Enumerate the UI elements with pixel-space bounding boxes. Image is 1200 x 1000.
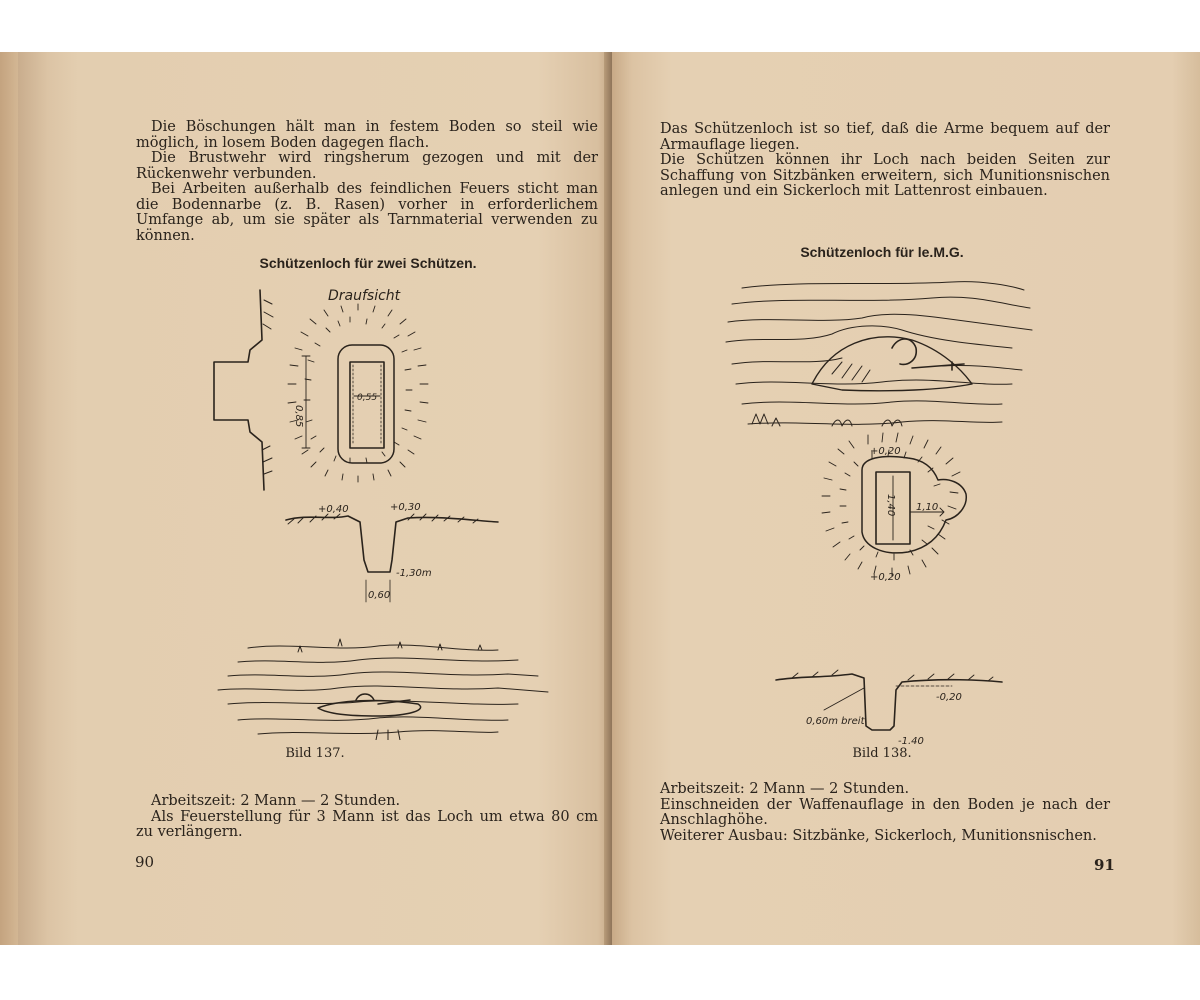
fig137-pit-inner [350,362,384,448]
right-intro-text [660,122,1110,200]
fig138-length-label: 1,40 [885,494,896,517]
left-bottom-paragraph: Als Feuerstellung für 3 Mann ist das Loch um etwa 80 cm zu verlängern. [136,808,598,840]
fig138-plus-bottom: +0,20 [870,572,901,583]
left-paragraph: Bei Arbeiten außerhalb des feindlichen Feuers sticht man die Bodennarbe (z. B. Rasen) vorher in erforderlichem Umfange ab, um sie später als Tarnmaterial verwenden zu können. [136,181,598,244]
fig138-minus-top: -0,20 [936,692,962,703]
fig137-depth: -1,30m [396,568,432,579]
fig137-side-profile [214,290,264,490]
left-page [18,52,612,945]
open-book [0,52,1200,945]
right-bottom-paragraph: Arbeitszeit: 2 Mann — 2 Stunden. [660,781,910,797]
right-figure-caption: Bild 138. [852,746,912,761]
right-page-number: 91 [1094,856,1115,874]
left-figure-caption: Bild 137. [285,746,345,761]
right-paragraph: Die Schützen können ihr Loch nach beiden Seiten zur Schaffung von Sitzbänken erweitern, sich Munitionsnischen anlegen und ein Sickerloch mit Lattenrost einbauen. [660,152,1110,199]
left-intro-text [136,120,598,244]
left-bottom-text [136,794,598,841]
fig138-landscape-sketch [726,282,1032,426]
left-figure-title: Schützenloch für zwei Schützen. [259,255,477,271]
fig138-pit-outline [862,457,966,553]
fig138-depth: -1,40 [898,736,924,744]
right-figure-title: Schützenloch für le.M.G. [800,244,964,260]
right-paragraph: Das Schützenloch ist so tief, daß die Arme bequem auf der Armauflage liegen. [660,121,1110,153]
left-page-number: 90 [135,853,155,871]
fig137-landscape-sketch [218,639,548,740]
left-paragraph: Die Böschungen hält man in festem Boden so steil wie möglich, in losem Boden dagegen flach. [136,119,598,151]
right-bottom-paragraph: Weiterer Ausbau: Sitzbänke, Sickerloch, Munitionsnischen. [660,827,1097,844]
left-paragraph: Die Brustwehr wird ringsherum gezogen und mit der Rückenwehr verbunden. [136,150,598,182]
fig137-bottom-width: 0,60 [368,590,391,601]
fig138-breit-label: 0,60m breit [806,716,865,727]
right-page [612,52,1200,945]
fig137-length-label: 0,85 [293,405,304,428]
right-bottom-paragraph: Einschneiden der Waffenauflage in den Boden je nach der Anschlaghöhe. [660,796,1110,828]
right-bottom-text [660,782,1110,844]
figure-137 [178,280,578,740]
fig138-plus-top: +0,20 [870,446,901,457]
fig138-width-label: 1,10 [916,502,939,513]
fig137-cross-section [286,516,498,572]
figure-138 [712,274,1052,744]
left-bottom-paragraph: Arbeitszeit: 2 Mann — 2 Stunden. [151,793,401,809]
draufsicht-label: Draufsicht [328,288,401,304]
fig137-width-label: 0,55 [357,393,378,403]
fig137-plus-right: +0,30 [390,502,421,513]
fig137-plus-left: +0,40 [318,504,349,515]
